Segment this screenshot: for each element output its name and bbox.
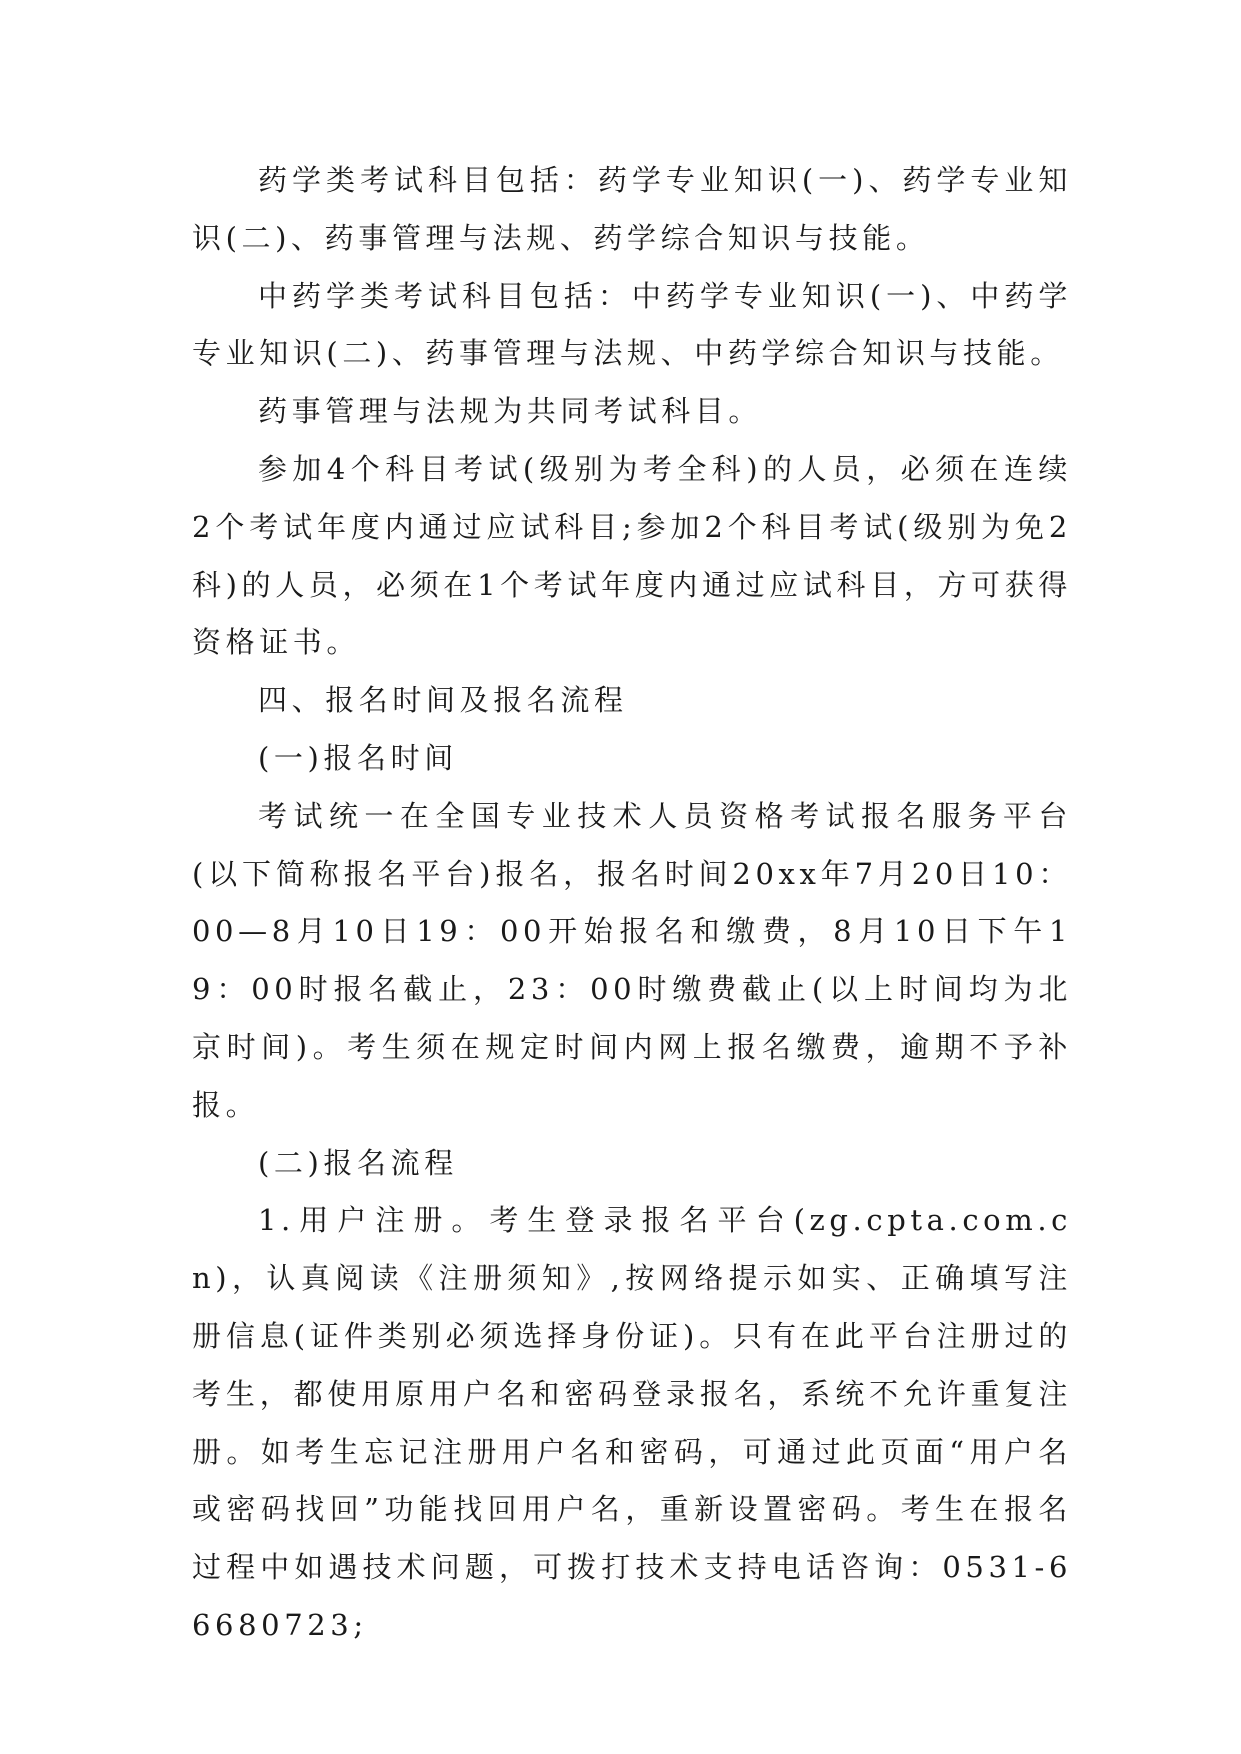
document-body — [192, 152, 1072, 1655]
paragraph-pharmacy-subjects: 药学类考试科目包括：药学专业知识(一)、药学专业知识(二)、药事管理与法规、药学综合知识与技能。 — [192, 163, 1072, 255]
paragraph-tcm-subjects: 中药学类考试科目包括：中药学专业知识(一)、中药学专业知识(二)、药事管理与法规、中药学综合知识与技能。 — [192, 278, 1072, 371]
subheading-registration-process: (二)报名流程 — [258, 1145, 458, 1180]
paragraph-common-subject: 药事管理与法规为共同考试科目。 — [258, 394, 763, 429]
paragraph-user-registration: 1.用户注册。考生登录报名平台(zg.cpta.com.cn)，认真阅读《注册须知》,按网络提示如实、正确填写注册信息(证件类别必须选择身份证)。只有在此平台注册过的考生，都使用原用户名和密码登录报名，系统不允许重复注册。如考生忘记注册用户名和密码，可通过此页面“用户名或密码找回”功能找回用户名，重新设置密码。考生在报名过程中如遇技术问题，可拨打技术支持电话咨询：0531-66680723; — [192, 1203, 1072, 1642]
subheading-registration-time: (一)报名时间 — [258, 740, 458, 775]
paragraph-pass-requirements: 参加4个科目考试(级别为考全科)的人员，必须在连续2个考试年度内通过应试科目;参加2个科目考试(级别为免2科)的人员，必须在1个考试年度内通过应试科目，方可获得资格证书。 — [192, 451, 1072, 660]
paragraph-registration-time: 考试统一在全国专业技术人员资格考试报名服务平台(以下简称报名平台)报名，报名时间20xx年7月20日10：00—8月10日19：00开始报名和缴费，8月10日下午19：00时报名截止，23：00时缴费截止(以上时间均为北京时间)。考生须在规定时间内网上报名缴费，逾期不予补报。 — [192, 798, 1072, 1122]
section-heading-registration: 四、报名时间及报名流程 — [258, 683, 628, 718]
